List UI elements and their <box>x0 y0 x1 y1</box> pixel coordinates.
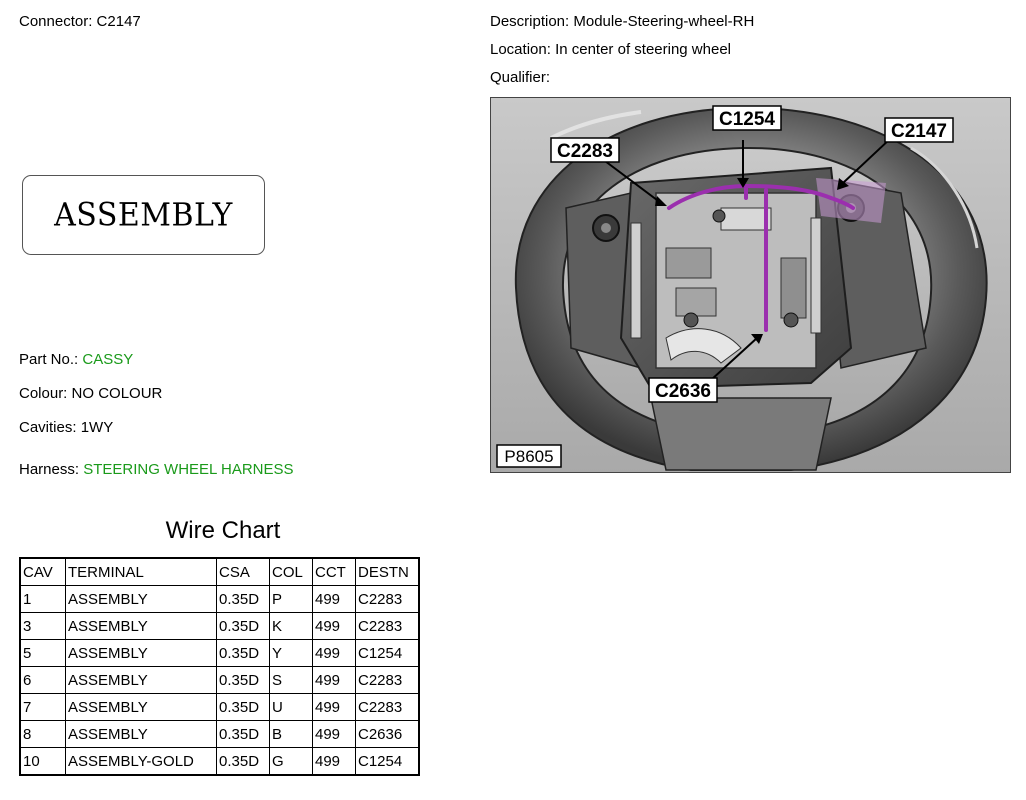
harness-line <box>19 461 294 478</box>
cell-terminal: ASSEMBLY <box>66 667 217 694</box>
connector-value: C2147 <box>96 13 141 30</box>
cell-destn[interactable]: C2283 <box>356 667 420 694</box>
cell-cct: 499 <box>313 586 356 613</box>
cell-csa: 0.35D <box>217 748 270 776</box>
cavities-line <box>19 419 113 436</box>
callout-c2636-label: C2636 <box>655 381 711 402</box>
cell-terminal: ASSEMBLY <box>66 613 217 640</box>
cell-col: P <box>270 586 313 613</box>
cell-csa: 0.35D <box>217 694 270 721</box>
colour-label: Colour: <box>19 385 68 402</box>
part-number-label: Part No.: <box>19 351 79 368</box>
wire-chart-title: Wire Chart <box>165 517 281 544</box>
table-row <box>20 586 419 613</box>
table-row <box>20 694 419 721</box>
cell-csa: 0.35D <box>217 586 270 613</box>
cell-cav: 5 <box>20 640 66 667</box>
cell-cav: 7 <box>20 694 66 721</box>
table-row <box>20 640 419 667</box>
cell-col: U <box>270 694 313 721</box>
cell-destn[interactable]: C1254 <box>356 640 420 667</box>
table-row <box>20 613 419 640</box>
cell-cct: 499 <box>313 721 356 748</box>
cell-col: S <box>270 667 313 694</box>
wire-chart-header-row <box>20 558 419 586</box>
callout-c2147-label: C2147 <box>891 121 947 142</box>
cell-csa: 0.35D <box>217 667 270 694</box>
cell-destn[interactable]: C2636 <box>356 721 420 748</box>
cell-col: K <box>270 613 313 640</box>
assembly-symbol <box>22 175 265 255</box>
qualifier-label: Qualifier: <box>490 69 551 86</box>
cell-destn[interactable]: C2283 <box>356 613 420 640</box>
colour-line <box>19 385 162 402</box>
connector-line <box>19 13 141 30</box>
column-header-destn: DESTN <box>356 558 420 586</box>
harness-label: Harness: <box>19 461 80 478</box>
callout-c1254-label: C1254 <box>719 109 775 130</box>
cell-cct: 499 <box>313 748 356 776</box>
cell-cav: 6 <box>20 667 66 694</box>
column-header-cct: CCT <box>313 558 356 586</box>
part-number-line <box>19 351 133 368</box>
callout-c2283-label: C2283 <box>557 141 613 162</box>
cell-col: G <box>270 748 313 776</box>
connector-label: Connector: <box>19 13 93 30</box>
location-label: Location: <box>490 41 551 58</box>
cell-terminal: ASSEMBLY <box>66 721 217 748</box>
figure-id-label: P8605 <box>504 447 554 466</box>
cell-cct: 499 <box>313 694 356 721</box>
part-number-link[interactable]: CASSY <box>82 351 134 368</box>
description-value: Module-Steering-wheel-RH <box>573 13 755 30</box>
figure-id-badge <box>497 445 561 467</box>
qualifier-line <box>490 69 550 86</box>
cell-cav: 1 <box>20 586 66 613</box>
cell-cav: 10 <box>20 748 66 776</box>
cavities-value: 1WY <box>80 419 114 436</box>
cell-csa: 0.35D <box>217 640 270 667</box>
cell-col: B <box>270 721 313 748</box>
location-figure <box>490 97 1011 473</box>
cell-csa: 0.35D <box>217 613 270 640</box>
cell-terminal: ASSEMBLY <box>66 640 217 667</box>
cell-terminal: ASSEMBLY-GOLD <box>66 748 217 776</box>
column-header-terminal: TERMINAL <box>66 558 217 586</box>
cell-csa: 0.35D <box>217 721 270 748</box>
harness-link[interactable]: STEERING WHEEL HARNESS <box>83 461 294 478</box>
cavities-label: Cavities: <box>19 419 77 436</box>
column-header-cav: CAV <box>20 558 66 586</box>
table-row <box>20 667 419 694</box>
cell-destn[interactable]: C2283 <box>356 694 420 721</box>
column-header-col: COL <box>270 558 313 586</box>
cell-cct: 499 <box>313 667 356 694</box>
cell-col: Y <box>270 640 313 667</box>
table-row <box>20 748 419 776</box>
assembly-symbol-text: ASSEMBLY <box>54 196 233 234</box>
cell-cav: 8 <box>20 721 66 748</box>
description-label: Description: <box>490 13 570 30</box>
location-value: In center of steering wheel <box>555 41 731 58</box>
cell-cav: 3 <box>20 613 66 640</box>
steering-wheel-illustration <box>491 98 1011 473</box>
cell-destn[interactable]: C2283 <box>356 586 420 613</box>
cell-destn[interactable]: C1254 <box>356 748 420 776</box>
cell-terminal: ASSEMBLY <box>66 694 217 721</box>
column-header-csa: CSA <box>217 558 270 586</box>
wire-chart-table <box>19 557 420 776</box>
table-row <box>20 721 419 748</box>
colour-value: NO COLOUR <box>71 385 163 402</box>
cell-cct: 499 <box>313 613 356 640</box>
location-line <box>490 41 731 58</box>
cell-cct: 499 <box>313 640 356 667</box>
description-line <box>490 13 754 30</box>
cell-terminal: ASSEMBLY <box>66 586 217 613</box>
